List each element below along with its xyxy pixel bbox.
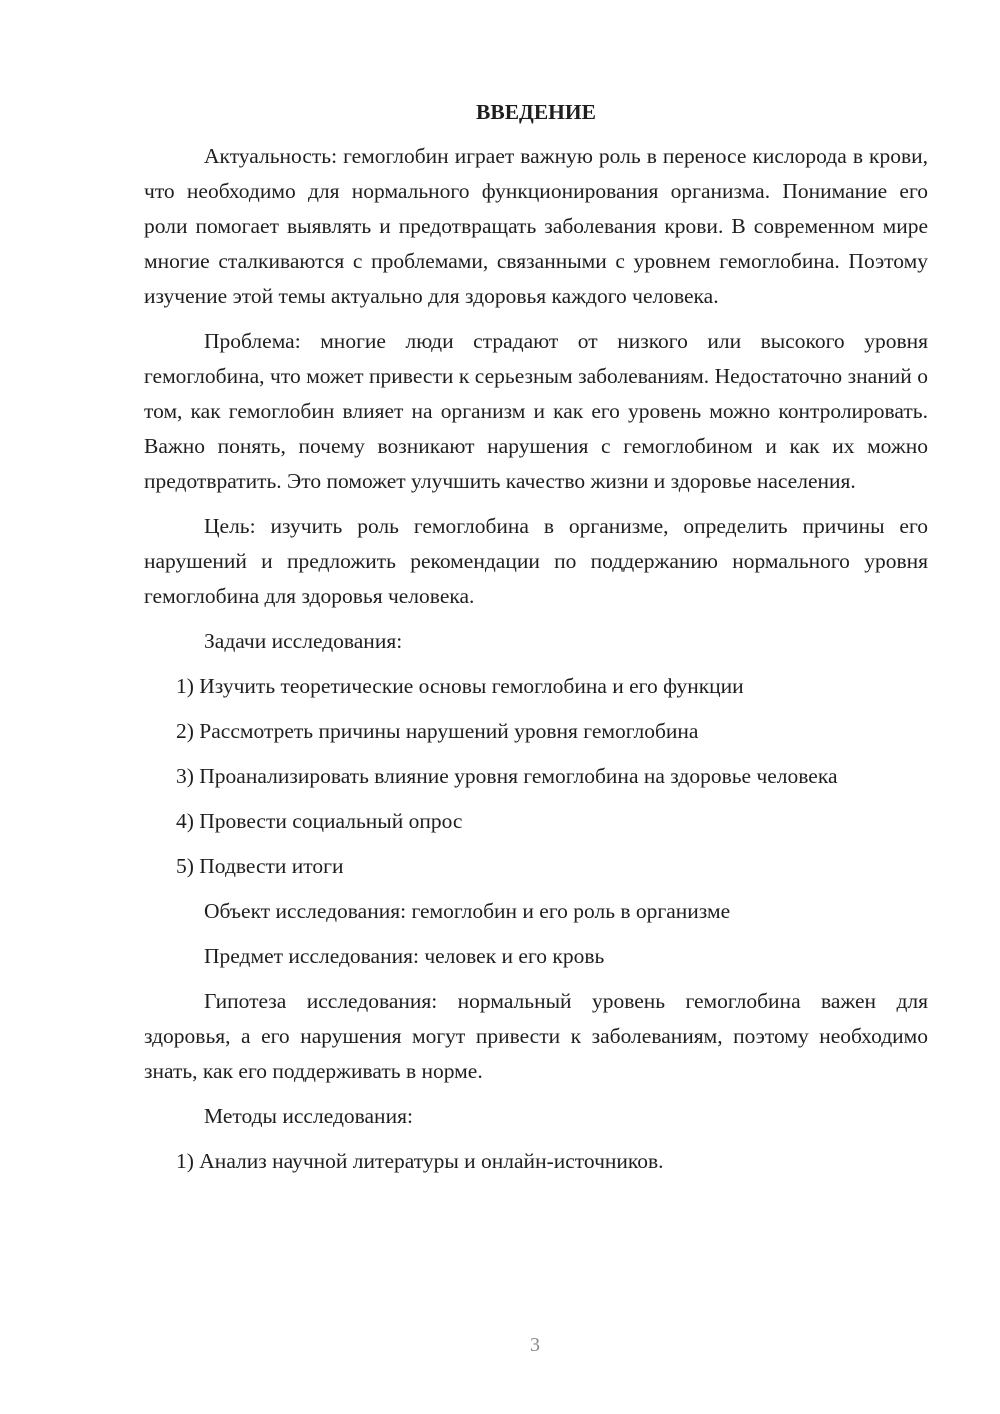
tasks-heading: Задачи исследования: (204, 629, 403, 653)
method-item-1: 1) Анализ научной литературы и онлайн-источников. (176, 1149, 664, 1173)
hypothesis-paragraph: Гипотеза исследования: нормальный уровень гемоглобина важен для здоровья, а его нарушения могут привести к заболеваниям, поэтому необходимо знать, как его поддерживать в норме. (144, 989, 928, 1083)
document-page (144, 95, 928, 1189)
methods-heading: Методы исследования: (204, 1104, 413, 1128)
page-title: ВВЕДЕНИЕ (476, 100, 596, 124)
goal-paragraph: Цель: изучить роль гемоглобина в организме, определить причины его нарушений и предложить рекомендации по поддержанию нормального уровня гемоглобина для здоровья человека. (144, 514, 928, 608)
task-item-2: 2) Рассмотреть причины нарушений уровня гемоглобина (176, 719, 699, 743)
task-item-1: 1) Изучить теоретические основы гемоглобина и его функции (176, 674, 744, 698)
relevance-paragraph: Актуальность: гемоглобин играет важную роль в переносе кислорода в крови, что необходимо для нормального функционирования организма. Понимание его роли помогает выявлять и предотвращать заболевания крови. В современном мире многие сталкиваются с проблемами, связанными с уровнем гемоглобина. Поэтому изучение этой темы актуально для здоровья каждого человека. (144, 144, 928, 308)
research-object: Объект исследования: гемоглобин и его роль в организме (204, 899, 731, 923)
task-item-5: 5) Подвести итоги (176, 854, 344, 878)
task-item-4: 4) Провести социальный опрос (176, 809, 463, 833)
research-subject: Предмет исследования: человек и его кровь (204, 944, 605, 968)
problem-paragraph: Проблема: многие люди страдают от низкого или высокого уровня гемоглобина, что может привести к серьезным заболеваниям. Недостаточно знаний о том, как гемоглобин влияет на организм и как его уровень можно контролировать. Важно понять, почему возникают нарушения с гемоглобином и как их можно предотвратить. Это поможет улучшить качество жизни и здоровье населения. (144, 329, 928, 493)
page-number: 3 (530, 1334, 540, 1356)
task-item-3: 3) Проанализировать влияние уровня гемоглобина на здоровье человека (176, 764, 838, 788)
